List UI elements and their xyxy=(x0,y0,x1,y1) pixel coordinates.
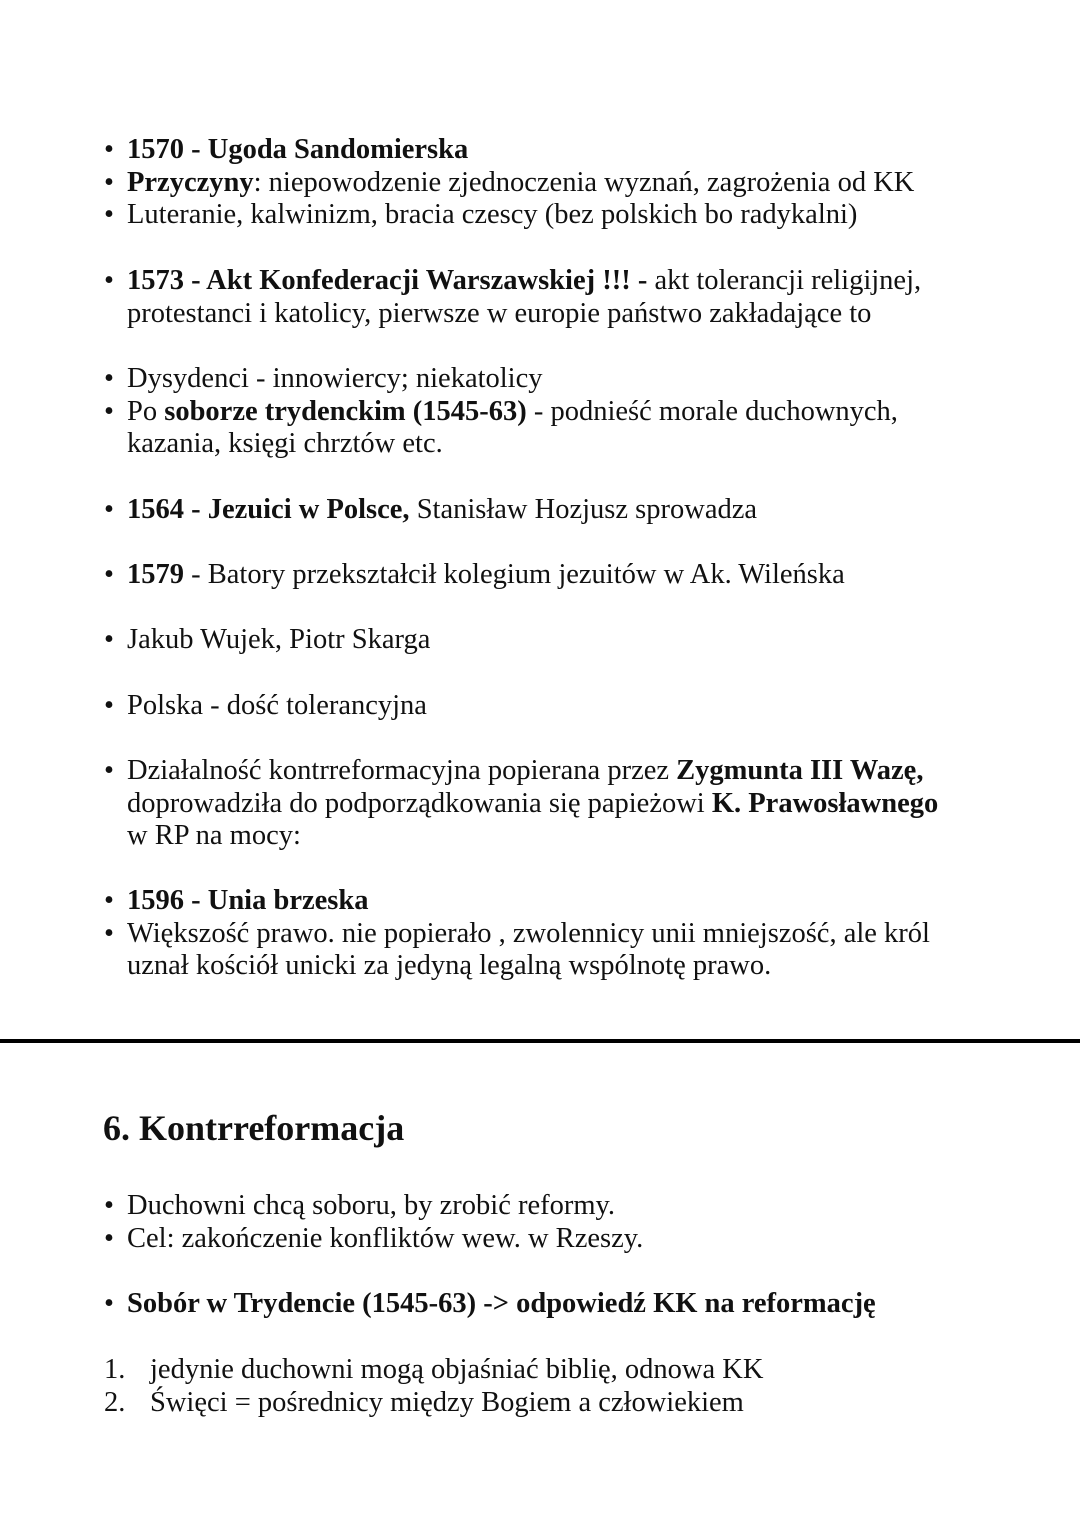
list-item xyxy=(104,624,1004,657)
list-item xyxy=(104,265,1004,330)
item-number: 2. xyxy=(104,1386,126,1418)
list-item xyxy=(104,918,1004,983)
bullet-icon: • xyxy=(104,395,114,427)
item-text-bold: K. Prawosławnego xyxy=(711,787,939,819)
item-text: Jakub Wujek, Piotr Skarga xyxy=(127,624,431,655)
bullet-group-batory xyxy=(104,559,1004,592)
list-item xyxy=(104,494,1004,527)
item-text: Stanisław Hozjusz sprowadza xyxy=(409,494,758,525)
bullet-group-dzialalnosc xyxy=(104,755,1004,853)
bullet-group-sobor xyxy=(104,1288,1004,1321)
bullet-icon: • xyxy=(104,363,114,394)
bullet-group-polska xyxy=(104,690,1004,723)
item-text: Święci = pośrednicy między Bogiem a człowiekiem xyxy=(150,1386,744,1418)
item-text-bold: 1579 xyxy=(127,559,184,590)
item-text-continuation: kazania, księgi chrztów etc. xyxy=(127,428,443,459)
item-text: - Batory przekształcił kolegium jezuitów w Ak. Wileńska xyxy=(184,559,845,590)
list-item xyxy=(104,690,1004,723)
item-text-bold: 1596 - Unia brzeska xyxy=(127,885,369,916)
item-text: Cel: zakończenie konfliktów wew. w Rzeszy. xyxy=(127,1222,644,1254)
bullet-icon: • xyxy=(104,134,114,165)
numbered-list xyxy=(104,1354,1004,1419)
bullet-icon: • xyxy=(104,559,114,590)
list-item xyxy=(104,559,1004,592)
item-text-bold: Przyczyny xyxy=(127,166,254,198)
slide-2 xyxy=(0,1044,1080,1527)
bullet-group-unia-brzeska xyxy=(104,885,1004,983)
list-item xyxy=(104,199,1004,232)
bullet-group-dysydenci xyxy=(104,363,1004,461)
list-item xyxy=(104,363,1004,396)
list-item xyxy=(104,1288,1004,1321)
bullet-icon: • xyxy=(104,755,114,786)
item-text: Działalność kontrreformacyjna popierana przez xyxy=(127,755,677,786)
bullet-icon: • xyxy=(104,624,114,655)
bullet-group-ugoda xyxy=(104,134,1004,232)
item-text-bold: Zygmunta III Wazę, xyxy=(676,755,924,786)
bullet-icon: • xyxy=(104,1222,114,1254)
bullet-icon: • xyxy=(104,885,114,916)
bullet-group-intro xyxy=(104,1190,1004,1255)
item-text: akt tolerancji religijnej, xyxy=(647,265,922,296)
item-text-continuation: protestanci i katolicy, pierwsze w europie państwo zakładające to xyxy=(127,297,872,329)
bullet-icon: • xyxy=(104,1190,114,1221)
slide-heading: 6. Kontrreformacja xyxy=(103,1108,405,1148)
item-text: Duchowni chcą soboru, by zrobić reformy. xyxy=(127,1190,616,1221)
bullet-group-konfederacja xyxy=(104,265,1004,330)
item-text-bold: 1570 - Ugoda Sandomierska xyxy=(127,134,469,165)
bullet-icon: • xyxy=(104,494,114,525)
item-text-bold: soborze trydenckim (1545-63) xyxy=(164,395,527,427)
item-text-bold: 1564 - Jezuici w Polsce, xyxy=(127,494,410,525)
item-text-continuation: uznał kościół unicki za jedyną legalną wspólnotę prawo. xyxy=(127,950,772,981)
slide-divider xyxy=(0,1039,1080,1043)
bullet-icon: • xyxy=(104,1288,114,1319)
item-text-continuation: doprowadziła do podporządkowania się papieżowi xyxy=(127,787,712,819)
list-item xyxy=(104,167,1004,200)
item-text-bold: 1573 - Akt Konfederacji Warszawskiej !!! - xyxy=(127,265,648,296)
bullet-icon: • xyxy=(104,265,114,296)
list-item xyxy=(104,885,1004,918)
bullet-icon: • xyxy=(104,199,114,230)
bullet-group-wujek-skarga xyxy=(104,624,1004,657)
bullet-icon: • xyxy=(104,690,114,721)
item-text: Większość prawo. nie popierało , zwolennicy unii mniejszość, ale król xyxy=(127,917,930,949)
item-text: - podnieść morale duchownych, xyxy=(526,395,898,427)
item-number: 1. xyxy=(104,1354,126,1385)
item-text: Polska - dość tolerancyjna xyxy=(127,690,427,721)
item-text: Luteranie, kalwinizm, bracia czescy (bez polskich bo radykalni) xyxy=(127,199,858,230)
item-text: Dysydenci - innowiercy; niekatolicy xyxy=(127,363,543,394)
numbered-item xyxy=(104,1354,1004,1387)
bullet-icon: • xyxy=(104,917,114,949)
list-item xyxy=(104,1223,1004,1256)
numbered-item xyxy=(104,1387,1004,1420)
list-item xyxy=(104,396,1004,461)
item-text: jedynie duchowni mogą objaśniać biblię, odnowa KK xyxy=(150,1354,764,1385)
bullet-group-jezuici xyxy=(104,494,1004,527)
list-item xyxy=(104,134,1004,167)
list-item xyxy=(104,755,1004,853)
item-text-continuation: w RP na mocy: xyxy=(127,820,301,851)
list-item xyxy=(104,1190,1004,1223)
item-text: : niepowodzenie zjednoczenia wyznań, zagrożenia od KK xyxy=(253,166,915,198)
bullet-icon: • xyxy=(104,166,114,198)
item-text: Po xyxy=(127,395,165,427)
item-text-bold: Sobór w Trydencie (1545-63) -> odpowiedź KK na reformację xyxy=(127,1288,876,1319)
